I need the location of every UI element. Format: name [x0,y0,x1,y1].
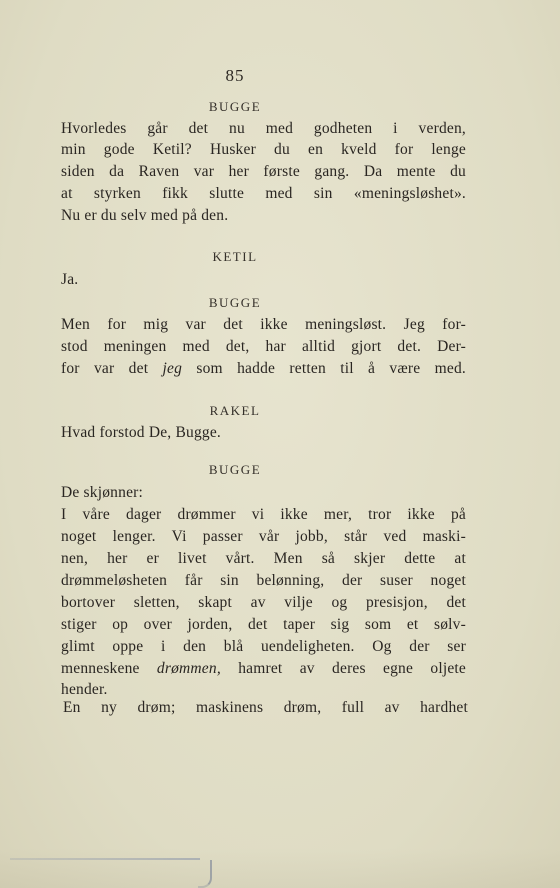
dialogue-line: noget lenger. Vi passer vår jobb, står ved maski- [61,528,466,545]
dialogue-line: drømmeløsheten får sin belønning, der suser noget [61,572,466,589]
dialogue-line-emphasis [61,359,466,378]
page-bottom-shadow [0,848,560,888]
dialogue-line: Ja. [61,271,79,288]
line-text: som hadde retten til å være med. [182,360,466,377]
line-text: for var det [61,360,163,377]
speaker-name: BUGGE [208,295,262,310]
line-text: hamret av deres egne oljete [220,660,466,677]
emphasized-word: jeg [162,360,183,377]
dialogue-line: at styrken fikk slutte med sin «meningsløshet». [61,185,466,202]
dialogue-line: bortover sletten, skapt av vilje og presisjon, det [61,594,466,611]
dialogue-line: I våre dager drømmer vi ikke mer, tror ikke på [61,506,466,523]
speaker-name: RAKEL [209,403,261,418]
dialogue-line: hender. [61,681,108,698]
dialogue-line: Men for mig var det ikke meningsløst. Jeg for- [61,316,466,333]
dialogue-line: nen, her er livet vårt. Men så skjer dette at [61,550,466,567]
emphasized-word: drømmen, [156,660,221,677]
dialogue-line: siden da Raven var her første gang. Da mente du [61,163,466,180]
speaker-name: BUGGE [208,462,262,477]
dialogue-line: Nu er du selv med på den. [61,207,229,224]
dialogue-line: En ny drøm; maskinens drøm, full av hardhet [63,699,468,716]
page-number: 85 [225,66,245,85]
dialogue-line: stod meningen med det, har alltid gjort det. Der- [61,338,466,355]
scan-artifact-line [10,858,200,860]
dialogue-line: stiger op over jorden, det taper sig som et sølv- [61,616,466,633]
dialogue-line: glimt oppe i den blå uendeligheten. Og der ser [61,638,466,655]
dialogue-line: min gode Ketil? Husker du en kveld for lenge [61,141,466,158]
line-text: menneskene [61,660,157,677]
speaker-name: KETIL [212,249,258,264]
scan-artifact-hook [198,860,212,888]
dialogue-line-emphasis [61,659,466,678]
dialogue-line: De skjønner: [61,484,144,501]
dialogue-line: Hvorledes går det nu med godheten i verden, [61,120,466,137]
speaker-name: BUGGE [208,99,262,114]
dialogue-line: Hvad forstod De, Bugge. [61,424,222,441]
